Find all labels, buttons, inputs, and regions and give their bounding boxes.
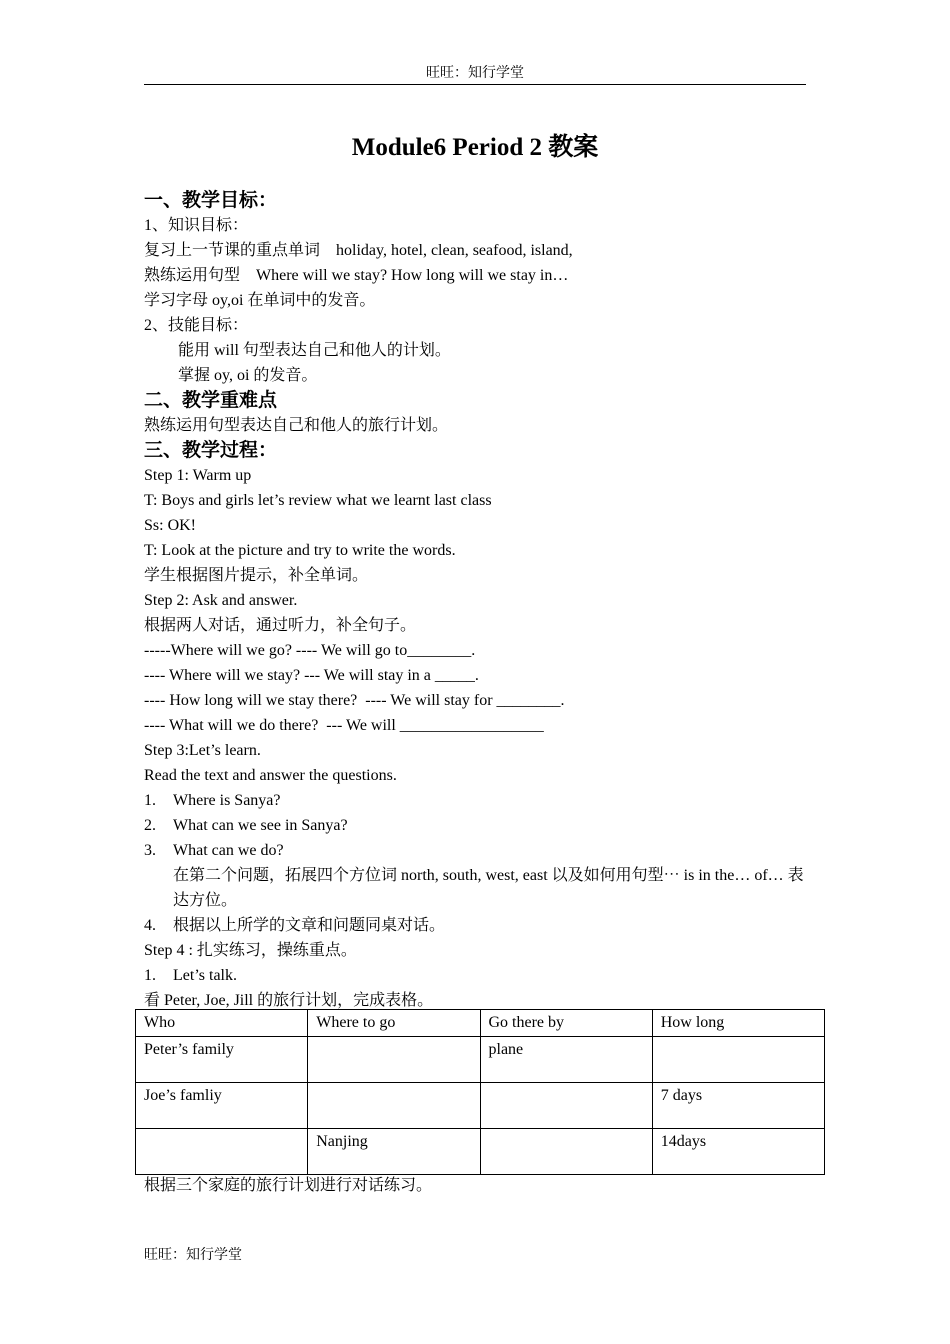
page-header: 旺旺：知行学堂 <box>426 66 524 81</box>
process-line: T: Look at the picture and try to write the words. <box>144 542 456 559</box>
travel-plan-table <box>135 1009 825 1175</box>
section-heading-process: 三、教学过程： <box>144 440 278 461</box>
table-cell <box>308 1037 480 1083</box>
knowledge-line: 熟练运用句型 Where will we stay? How long will we stay in… <box>144 267 569 284</box>
document-body <box>144 188 814 1013</box>
talk-text: Let’s talk. <box>173 967 237 984</box>
table-header-cell: Where to go <box>308 1010 480 1037</box>
question-number: 4. <box>144 917 156 934</box>
table-header-cell: Who <box>136 1010 308 1037</box>
table-cell <box>480 1129 652 1175</box>
process-line: T: Boys and girls let’s review what we learnt last class <box>144 492 492 509</box>
table-cell <box>480 1083 652 1129</box>
table-cell: Peter’s family <box>136 1037 308 1083</box>
knowledge-objective-label: 1、知识目标： <box>144 217 249 234</box>
after-table-text: 根据三个家庭的旅行计划进行对话练习。 <box>144 1177 433 1194</box>
process-line: Step 2: Ask and answer. <box>144 592 298 609</box>
question-text: What can we see in Sanya? <box>173 817 348 834</box>
question-number: 2. <box>144 817 156 834</box>
page-footer: 旺旺：知行学堂 <box>144 1248 242 1263</box>
document-title: Module6 Period 2 教案 <box>351 134 599 161</box>
process-line: 根据两人对话，通过听力，补全句子。 <box>144 617 417 634</box>
knowledge-line: 学习字母 oy,oi 在单词中的发音。 <box>144 292 376 309</box>
table-intro: 看 Peter, Joe, Jill 的旅行计划，完成表格。 <box>144 992 434 1009</box>
table-cell: Joe’s famliy <box>136 1083 308 1129</box>
table-header-cell: How long <box>652 1010 824 1037</box>
process-line: Ss: OK! <box>144 517 197 534</box>
table-row <box>136 1129 825 1175</box>
question-text: Where is Sanya? <box>173 792 281 809</box>
table-cell: plane <box>480 1037 652 1083</box>
table-cell <box>136 1129 308 1175</box>
dialogue-blank-line: -----Where will we go? ---- We will go to________. <box>144 642 476 659</box>
header-divider <box>144 84 806 85</box>
question-text: 根据以上所学的文章和问题同桌对话。 <box>173 917 446 934</box>
key-points-text: 熟练运用句型表达自己和他人的旅行计划。 <box>144 417 449 434</box>
table-row <box>136 1037 825 1083</box>
skill-line: 能用 will 句型表达自己和他人的计划。 <box>178 342 451 359</box>
dialogue-blank-line: ---- What will we do there? --- We will __________________ <box>144 717 544 734</box>
table-header-cell: Go there by <box>480 1010 652 1037</box>
talk-number: 1. <box>144 967 156 984</box>
question-item <box>144 913 814 938</box>
question-item <box>144 788 814 813</box>
table-cell: 7 days <box>652 1083 824 1129</box>
table-cell: Nanjing <box>308 1129 480 1175</box>
table-cell <box>308 1083 480 1129</box>
process-line: Read the text and answer the questions. <box>144 767 397 784</box>
question-item <box>144 838 814 863</box>
table-cell: 14days <box>652 1129 824 1175</box>
process-line: Step 1: Warm up <box>144 467 252 484</box>
dialogue-blank-line: ---- How long will we stay there? ---- We will stay for ________. <box>144 692 565 709</box>
process-line: 学生根据图片提示，补全单词。 <box>144 567 369 584</box>
skill-line: 掌握 oy, oi 的发音。 <box>178 367 318 384</box>
step4-line: Step 4 : 扎实练习，操练重点。 <box>144 942 357 959</box>
knowledge-line: 复习上一节课的重点单词 holiday, hotel, clean, seafood, island, <box>144 242 573 259</box>
table-header-row <box>136 1010 825 1037</box>
section-heading-key-points: 二、教学重难点 <box>144 390 278 411</box>
question-number: 3. <box>144 842 156 859</box>
question-text: What can we do? <box>173 842 284 859</box>
question-item <box>144 813 814 838</box>
table-cell <box>652 1037 824 1083</box>
process-line: Step 3:Let’s learn. <box>144 742 261 759</box>
dialogue-blank-line: ---- Where will we stay? --- We will stay in a _____. <box>144 667 479 684</box>
section-heading-objectives: 一、教学目标： <box>144 190 278 211</box>
talk-item <box>144 963 814 988</box>
skill-objective-label: 2、技能目标： <box>144 317 249 334</box>
table-row <box>136 1083 825 1129</box>
question-note: 在第二个问题，拓展四个方位词 north, south, west, east 以及如何用句型⋯ is in the… of… 表达方位。 <box>173 867 804 909</box>
question-number: 1. <box>144 792 156 809</box>
